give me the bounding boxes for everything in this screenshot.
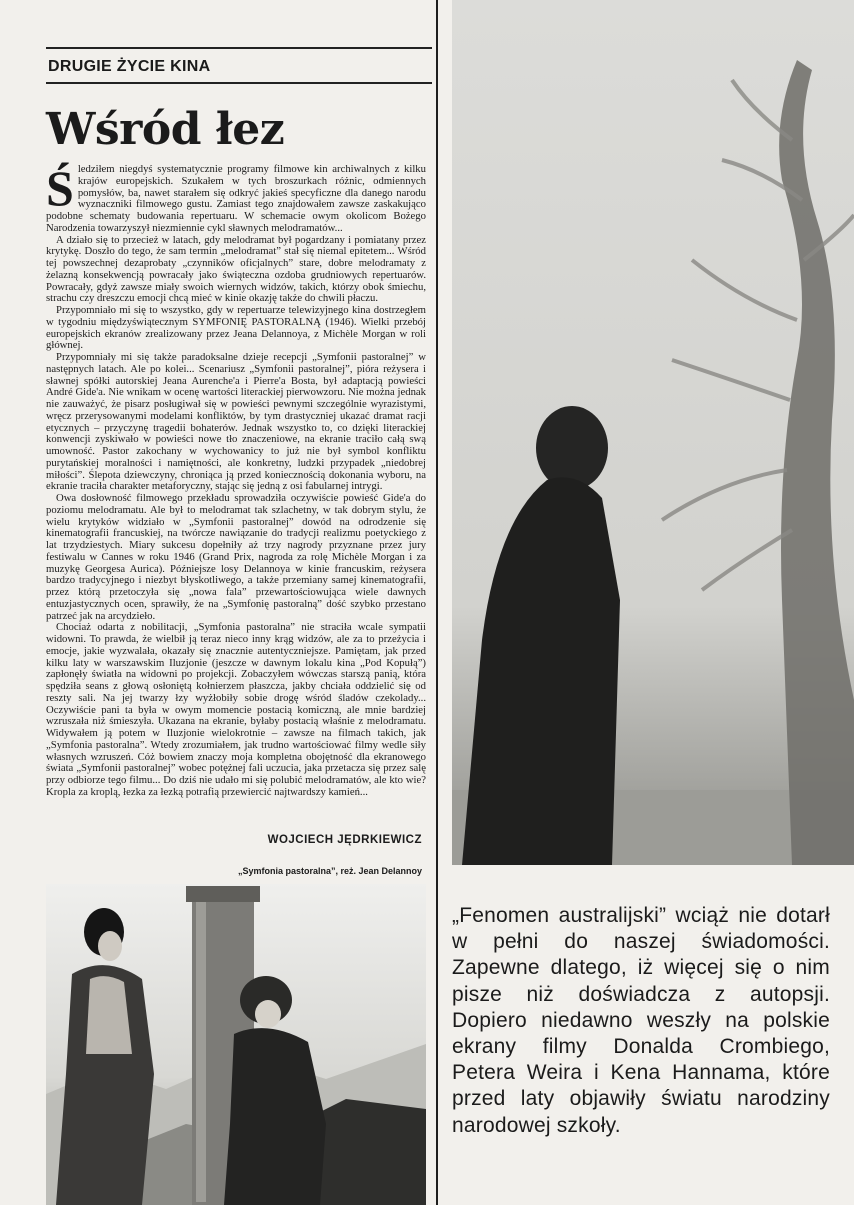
section-header bbox=[46, 47, 432, 84]
article-paragraph: Chociaż odarta z nobilitacji, „Symfonia pastoralna” nie straciła wcale sympatii widowni. To prawda, że wielbił ją teraz nieco inny krąg widzów, ale za to przeżycia i emocje, jakie wyzwalała, okazały się znacznie autentyczniejsze. Pamiętam, jak przed kilku laty w warszawskim Iluzjonie (jeszcze w dawnym lokalu kina „Pod Kopułą”) zapłonęły światła na widowni po projekcji. Zobaczyłem wówczas starszą panią, która spędziła seans z głową osłoniętą kołnierzem płaszcza, jakby chciała oddzielić się od reszty sali. Na jej twarzy łzy wyżłobiły sobie drogę wśród śladów czekolady... Oczywiście pani ta była w owym momencie postacią komiczną, ale mnie bardziej wzruszała niż śmieszyła. Ukazana na ekranie, byłaby postacią właśnie z melodramatu. Widywałem ją potem w Iluzjonie wielokrotnie – zawsze na filmach takich, jak „Symfonia pastoralna”. Wtedy zrozumiałem, jak trudno wartościować filmy wedle siły własnych wzruszeń. Cóż bowiem znaczy moja kompletna obojętność dla ekranowego świata „Symfonii pastoralnej” wobec potężnej fali uczucia, jaka przetacza się przez salę przy odbiorze tego filmu... Do dziś nie udało mi się polubić melodramatów, ale kto wie? Kropla za kroplą, łezka za łezką potrafią przewiercić najtwardszy kamień... bbox=[46, 621, 426, 798]
next-article-intro: „Fenomen australijski” wciąż nie dotarł w pełni do naszej świadomości. Zapewne dlatego, iż więcej się o nim pisze niż doświadcza z autopsji. Dopiero niedawno weszły na polskie ekrany filmy Donalda Crombiego, Petera Weira i Kena Hannama, które przed laty objawiły światu narodziny narodowej szkoły. bbox=[452, 904, 830, 1137]
article-paragraph: Śledziłem niegdyś systematycznie programy filmowe kin archiwalnych z kilku krajów europejskich. Szukałem w tych broszurkach różnic, odmiennych pomysłów, ba, nawet starałem się odkryć jakieś specyficzne dla danego narodu wyznaczniki filmowego gustu. Zamiast tego znajdowałem zawsze zaskakująco podobne schematy budowania repertuaru. W schemacie owym okolicom Bożego Narodzenia towarzyszył niezmiennie cykl sławnych melodramatów... bbox=[46, 160, 426, 234]
film-still-silhouette-photo bbox=[452, 0, 854, 865]
article-paragraph: Przypomniały mi się także paradoksalne dzieje recepcji „Symfonii pastoralnej” w następnych latach. Ale po kolei... Scenariusz „Symfonii pastoralnej”, pióra reżysera i sławnej spółki autorskiej Jeana Aurenche'a i Pierre'a Bosta, był adaptacją powieści André Gide'a. Nie wnikam w ocenę wartości literackiej pierwowzoru. Nie można jednak nie zauważyć, że pisarz posługiwał się w powieści pewnymi szczególnie wyrazistymi, wręcz przerysowanymi modelami konfliktów, by tym drastyczniej ukazać dramat racji etycznych – przyczynę tragedii bohaterów. Jednak wszystko to, co dzięki literackiej konwencji zyskiwało w powieści nowe tło znaczeniowe, na ekranie traciło całą swą umowność. Pastor zakochany w wychowanicy to już nie był symbol konfliktu purytańskiej moralności i namiętności, ale konkretny, ludzki przypadek „niedobrej miłości”. Ślepota dziewczyny, chroniąca ją przed koniecznością dokonania wyboru, na ekranie traciła charakter metaforyczny, stając się jedną z osi fabularnej intrygi. bbox=[46, 351, 426, 493]
photo-caption: „Symfonia pastoralna”, reż. Jean Delannoy bbox=[237, 866, 422, 876]
article-body bbox=[46, 160, 426, 799]
article-headline: Wśród łez bbox=[46, 104, 285, 155]
film-still-illustration bbox=[46, 884, 426, 1205]
author-byline: WOJCIECH JĘDRKIEWICZ bbox=[267, 834, 422, 846]
silhouette-illustration bbox=[452, 0, 854, 865]
article-paragraph: A działo się to przecież w latach, gdy melodramat był pogardzany i pomiatany przez krytykę. Doszło do tego, że sam termin „melodramat” stał się niemal epitetem... Wśród tej powszechnej dezaprobaty „czynników oficjalnych” stare, dobre melodramaty z żelazną konsekwencją powracały jako świąteczna ozdoba grudniowych repertuarów. Powracały, gdyż zawsze miały swoich wiernych widzów, takich, którzy obok śmiechu, strachu czy dreszczu emocji chcą mieć w kinie okazję także do chwili płaczu. bbox=[46, 233, 426, 305]
film-still-photo bbox=[46, 884, 426, 1205]
column-divider bbox=[436, 0, 438, 1205]
drop-cap: Ś bbox=[46, 160, 74, 216]
article-paragraph: Przypomniało mi się to wszystko, gdy w repertuarze telewizyjnego kina dostrzegłem w tygodniu międzyświątecznym SYMFONIĘ PASTORALNĄ (1946). Wielki przebój europejskich ekranów zrealizowany przez Jeana Delannoya, z Michèle Morgan w roli głównej. bbox=[46, 304, 426, 352]
article-paragraph: Owa dosłowność filmowego przekładu sprowadziła oczywiście powieść Gide'a do poziomu melodramatu. Ale był to melodramat tak szlachetny, w tak dobrym stylu, że wielu krytyków widziało w „Symfonii pastoralnej” dowód na odrodzenie się kinematografii francuskiej, na twórcze nawiązanie do tradycji realizmu poetyckiego z lat trzydziestych. Miary sukcesu dopełniły aż trzy nagrody przyznane przez jury festiwalu w Cannes w roku 1946 (Grand Prix, nagroda za rolę Michèle Morgan i za muzykę Georgesa Aurica). Późniejsze losy Delannoya w kinie francuskim, reżysera bardzo tradycyjnego i niezbyt błyskotliwego, a także przemiany samej kinematografii, przez którą przetoczyła się „nowa fala” przewartościowująca wiele dawnych entuzjastycznych ocen, sprawiły, że na „Symfonię pastoralną” dość szybko przestano patrzeć jak na arcydzieło. bbox=[46, 492, 426, 622]
section-label: DRUGIE ŻYCIE KINA bbox=[48, 58, 211, 75]
header-rule-bottom bbox=[46, 82, 432, 84]
